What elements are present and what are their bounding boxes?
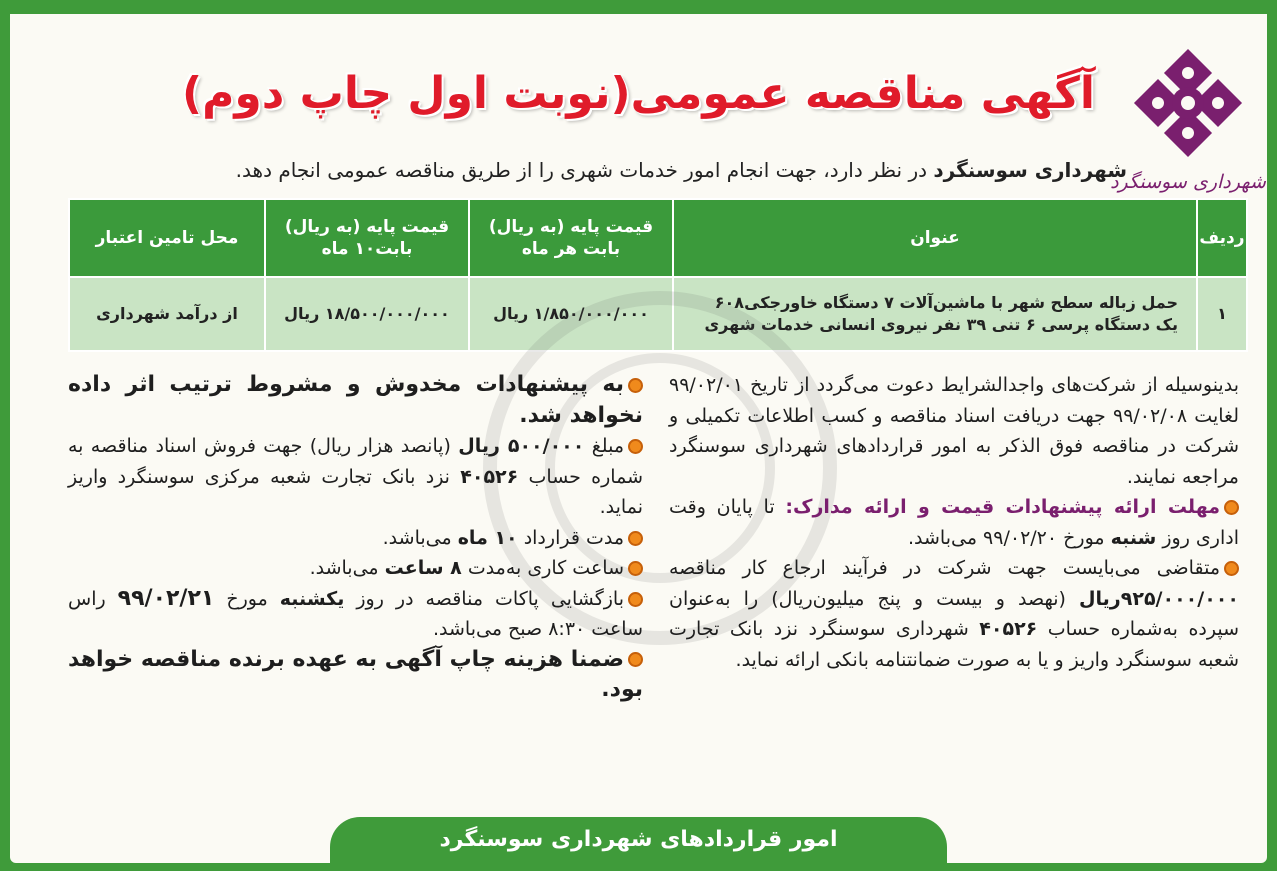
top-frame	[10, 8, 1267, 14]
header-monthly-price: قیمت پایه (به ریال) بابت هر ماه	[469, 199, 673, 277]
opening-paragraph	[68, 584, 643, 645]
bullet-icon	[1224, 500, 1239, 515]
fee-text-b: (پانصد هزار ریال) جهت فروش اسناد مناقصه به شماره حساب	[68, 435, 644, 488]
deadline-paragraph	[669, 492, 1239, 553]
opening-text-a: بازگشایی پاکات مناقصه در روز	[344, 587, 625, 610]
duration-text-c: می‌باشد.	[382, 526, 458, 549]
opening-day: یکشنبه	[279, 587, 345, 610]
row-number: ۱	[1197, 277, 1247, 351]
bullet-icon	[628, 561, 643, 576]
ad-cost-note	[68, 645, 643, 706]
fee-amount: ۵۰۰/۰۰۰ ریال	[458, 435, 585, 457]
deposit-paragraph	[669, 553, 1239, 675]
deadline-day: شنبه	[1110, 526, 1157, 549]
hours-value: ۸ ساعت	[384, 557, 462, 579]
row-funding-source: از درآمد شهرداری	[69, 277, 265, 351]
hours-text-a: ساعت کاری به‌مدت	[461, 557, 624, 579]
right-column	[669, 370, 1239, 675]
table-header-row	[69, 199, 1247, 277]
deadline-label: مهلت ارائه پیشنهادات قیمت و ارائه مدارک:	[785, 496, 1220, 518]
working-hours	[68, 553, 643, 584]
opening-text-c: راس ساعت ۸:۳۰ صبح می‌باشد.	[68, 587, 643, 640]
bullet-icon	[628, 652, 643, 667]
intro-text: در نظر دارد، جهت انجام امور خدمات شهری را از طریق مناقصه عمومی انجام دهد.	[235, 158, 934, 182]
row-title-line2: یک دستگاه پرسی ۶ تنی ۳۹ نفر نیروی انسانی خدمات شهری	[704, 315, 1178, 334]
bullet-icon	[628, 378, 643, 393]
flower-emblem-icon	[1110, 48, 1266, 208]
deposit-text-c: شهرداری سوسنگرد نزد بانک تجارت شعبه سوسنگرد واریز و یا به صورت ضمانتنامه بانکی ارائه نماید.	[669, 618, 1239, 671]
duration-text-a: مدت قرارداد	[517, 526, 624, 549]
conditional-bids-text: به پیشنهادات مخدوش و مشروط ترتیب اثر داده نخواهد شد.	[68, 372, 643, 428]
contract-duration	[68, 523, 643, 554]
intro-line	[100, 158, 1127, 182]
duration-value: ۱۰ ماه	[457, 526, 518, 549]
intro-municipality: شهرداری سوسنگرد	[933, 158, 1127, 182]
ad-cost-text: ضمنا هزینه چاپ آگهی به عهده برنده مناقصه خواهد بود.	[68, 646, 643, 702]
document-fee-paragraph	[68, 431, 643, 523]
bullet-icon	[628, 592, 643, 607]
opening-text-b: مورخ	[214, 587, 280, 610]
header-funding-source: محل تامین اعتبار	[69, 199, 265, 277]
hours-text-c: می‌باشد.	[309, 557, 385, 579]
bullet-icon	[628, 531, 643, 546]
deposit-amount: ۹۲۵/۰۰۰/۰۰۰ریال	[1079, 587, 1239, 610]
deadline-date: مورخ ۹۹/۰۲/۲۰ می‌باشد.	[907, 526, 1111, 549]
deposit-text-a: متقاضی می‌بایست جهت شرکت در فرآیند ارجاع کار مناقصه	[669, 557, 1220, 579]
row-title-line1: حمل زباله سطح شهر با ماشین‌آلات ۷ دستگاه خاورجکی۶۰۸	[714, 292, 1178, 312]
deadline-text: تا پایان وقت اداری روز	[669, 496, 1239, 549]
notice-title: آگهی مناقصه عمومی(نوبت اول چاپ دوم)	[182, 68, 1095, 119]
header-row-number: ردیف	[1197, 199, 1247, 277]
row-ten-month-price: ۱۸/۵۰۰/۰۰۰/۰۰۰ ریال	[265, 277, 469, 351]
deposit-text-b: (نهصد و بیست و پنج میلیون‌ریال) را به‌عنوان سپرده به‌شماره حساب	[669, 587, 1240, 640]
invitation-paragraph: بدینوسیله از شرکت‌های واجدالشرایط دعوت می‌گردد از تاریخ ۹۹/۰۲/۰۱ لغایت ۹۹/۰۲/۰۸ جهت دریافت اسناد مناقصه و کسب اطلاعات تکمیلی و شرکت در مناقصه فوق الذکر به امور قراردادهای شهرداری سوسنگرد مراجعه نمایند.	[669, 374, 1239, 488]
conditional-bids-note	[68, 370, 643, 431]
row-monthly-price: ۱/۸۵۰/۰۰۰/۰۰۰ ریال	[469, 277, 673, 351]
header-title: عنوان	[673, 199, 1197, 277]
municipality-logo	[1110, 48, 1266, 208]
logo-text: شهرداری سوسنگرد	[1110, 171, 1266, 193]
opening-date: ۹۹/۰۲/۲۱	[117, 585, 215, 611]
fee-text-a: مبلغ	[584, 435, 625, 457]
notice-page	[10, 8, 1267, 863]
deposit-account: ۴۰۵۲۶	[979, 618, 1038, 640]
footer-banner: امور قراردادهای شهرداری سوسنگرد	[330, 817, 947, 863]
bullet-icon	[1224, 561, 1239, 576]
bullet-icon	[628, 439, 643, 454]
header-ten-month-price: قیمت پایه (به ریال) بابت۱۰ ماه	[265, 199, 469, 277]
left-column	[68, 370, 643, 706]
fee-account: ۴۰۵۲۶	[460, 465, 519, 488]
fee-text-c: نزد بانک تجارت شعبه مرکزی سوسنگرد واریز نماید.	[68, 465, 643, 518]
